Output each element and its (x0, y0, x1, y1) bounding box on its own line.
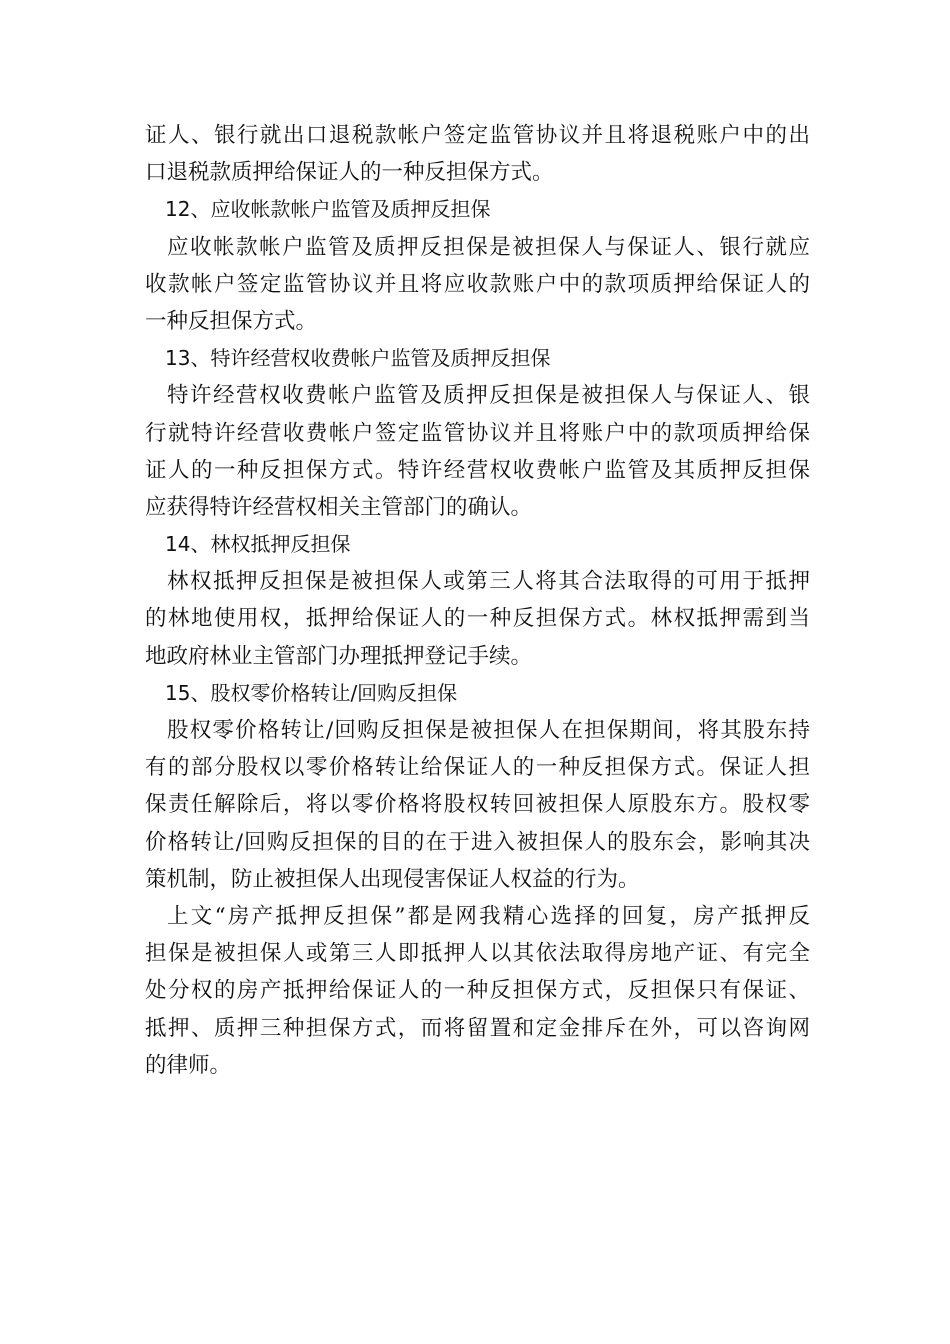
paragraph-line: 上文“房产抵押反担保”都是网我精心选择的回复，房产抵押反 (167, 903, 810, 929)
paragraph-line: 担保是被担保人或第三人即抵押人以其依法取得房地产证、有完全 (145, 941, 810, 967)
paragraph-line: 处分权的房产抵押给保证人的一种反担保方式，反担保只有保证、 (145, 978, 810, 1004)
paragraph-line: 特许经营权收费帐户监管及质押反担保是被担保人与保证人、银 (167, 383, 810, 409)
section-heading: 12、应收帐款帐户监管及质押反担保 (165, 197, 491, 222)
paragraph-line: 应获得特许经营权相关主管部门的确认。 (145, 494, 533, 520)
paragraph-line: 的林地使用权，抵押给保证人的一种反担保方式。林权抵押需到当 (145, 606, 810, 632)
paragraph-line: 收款帐户签定监管协议并且将应收款账户中的款项质押给保证人的 (145, 271, 810, 297)
paragraph-line: 口退税款质押给保证人的一种反担保方式。 (145, 160, 554, 186)
paragraph-line: 林权抵押反担保是被担保人或第三人将其合法取得的可用于抵押 (167, 569, 810, 595)
section-heading: 15、股权零价格转让/回购反担保 (165, 680, 458, 705)
section-heading: 14、林权抵押反担保 (165, 532, 351, 557)
paragraph-line: 的律师。 (145, 1052, 232, 1078)
paragraph-line: 应收帐款帐户监管及质押反担保是被担保人与保证人、银行就应 (167, 234, 810, 260)
paragraph-line: 股权零价格转让/回购反担保是被担保人在担保期间，将其股东持 (167, 718, 810, 743)
paragraph-line: 保责任解除后，将以零价格将股权转回被担保人原股东方。股权零 (145, 792, 810, 818)
paragraph-line: 抵押、质押三种担保方式，而将留置和定金排斥在外，可以咨询网 (145, 1015, 810, 1041)
section-heading: 13、特许经营权收费帐户监管及质押反担保 (165, 346, 551, 371)
document-body (145, 117, 810, 1084)
paragraph-line: 价格转让/回购反担保的目的在于进入被担保人的股东会，影响其决 (145, 829, 810, 855)
paragraph-line: 证人的一种反担保方式。特许经营权收费帐户监管及其质押反担保 (145, 457, 810, 483)
paragraph-line: 策机制，防止被担保人出现侵害保证人权益的行为。 (145, 866, 640, 892)
paragraph-line: 行就特许经营收费帐户签定监管协议并且将账户中的款项质押给保 (145, 420, 810, 446)
paragraph-line: 有的部分股权以零价格转让给保证人的一种反担保方式。保证人担 (145, 755, 810, 781)
paragraph-line: 地政府林业主管部门办理抵押登记手续。 (145, 643, 533, 669)
paragraph-line: 证人、银行就出口退税款帐户签定监管协议并且将退税账户中的出 (145, 123, 810, 148)
paragraph-line: 一种反担保方式。 (145, 308, 318, 334)
